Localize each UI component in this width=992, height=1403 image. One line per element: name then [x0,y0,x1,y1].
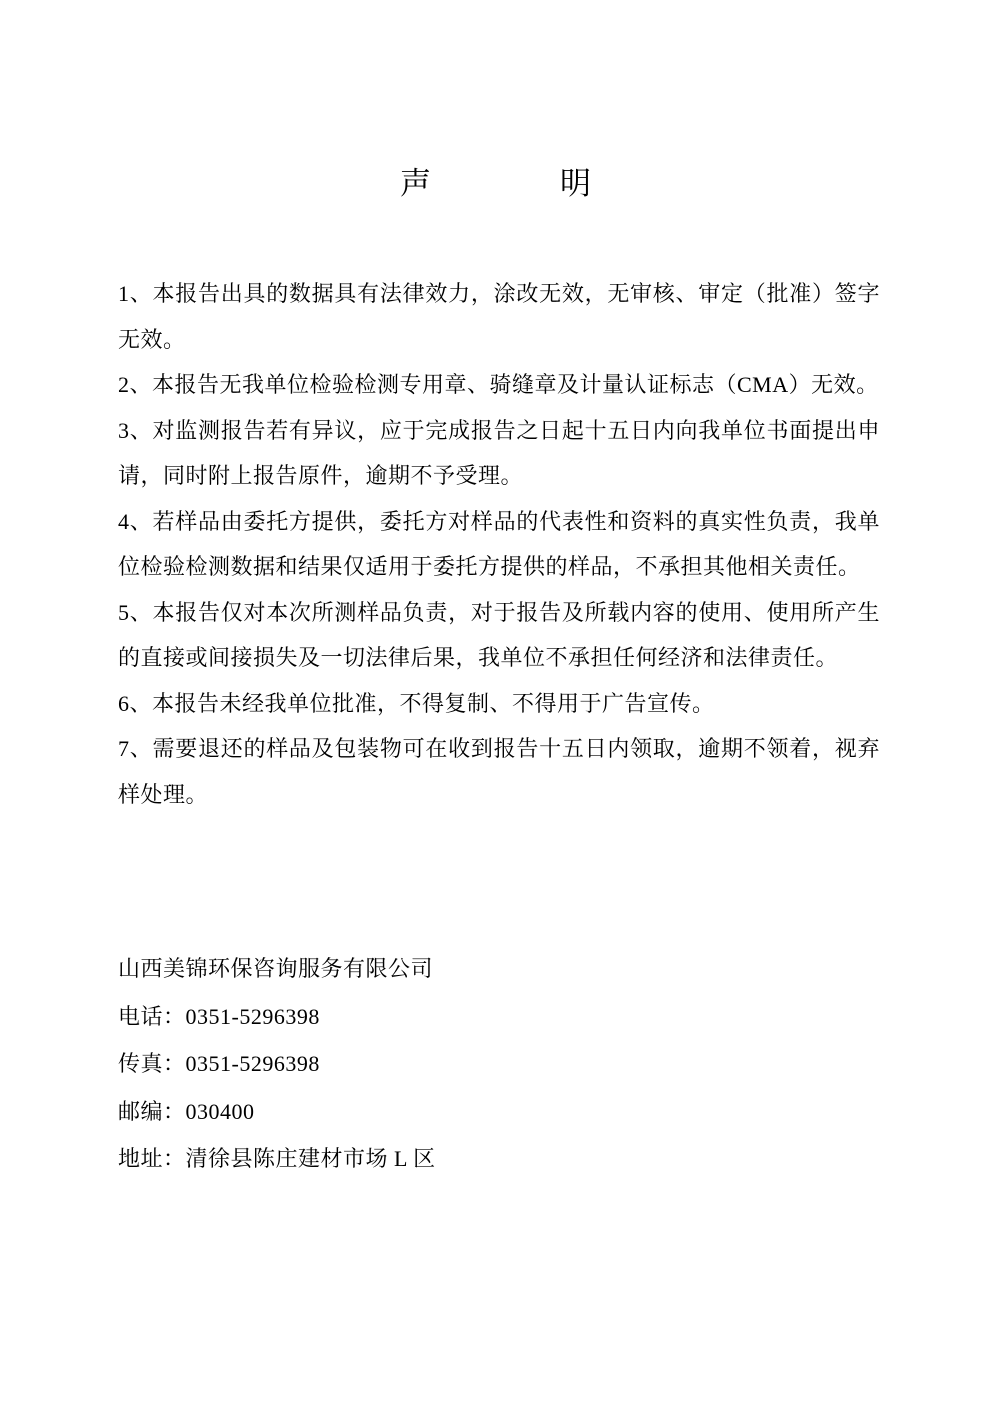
contact-address: 地址：清徐县陈庄建材市场 L 区 [118,1146,436,1171]
statement-item-2: 2、本报告无我单位检验检测专用章、骑缝章及计量认证标志（CMA）无效。 [118,372,879,397]
statement-item-5: 5、本报告仅对本次所测样品负责，对于报告及所载内容的使用、使用所产生的直接或间接损失及一切法律后果，我单位不承担任何经济和法律责任。 [118,599,880,670]
statement-list [118,271,880,817]
page-title-char-right: 明 [560,166,592,201]
contact-phone: 电话：0351-5296398 [118,1003,320,1029]
contact-postcode: 邮编：030400 [118,1098,255,1124]
page-title [0,0,992,203]
statement-item-3: 3、对监测报告若有异议，应于完成报告之日起十五日内向我单位书面提出申请，同时附上报告原件，逾期不予受理。 [118,417,880,488]
contact-fax: 传真：0351-5296398 [118,1051,320,1076]
company-contact-block [118,945,880,1183]
statement-item-4: 4、若样品由委托方提供，委托方对样品的代表性和资料的真实性负责，我单位检验检测数据和结果仅适用于委托方提供的样品，不承担其他相关责任。 [118,508,880,579]
statement-item-1: 1、本报告出具的数据具有法律效力，涂改无效，无审核、审定（批准）签字无效。 [118,281,880,352]
statement-item-7: 7、需要退还的样品及包装物可在收到报告十五日内领取，逾期不领着，视弃样处理。 [118,736,880,807]
page-title-char-left: 声 [400,166,432,201]
company-name: 山西美锦环保咨询服务有限公司 [118,956,434,981]
statement-item-6: 6、本报告未经我单位批准，不得复制、不得用于广告宣传。 [118,690,715,716]
